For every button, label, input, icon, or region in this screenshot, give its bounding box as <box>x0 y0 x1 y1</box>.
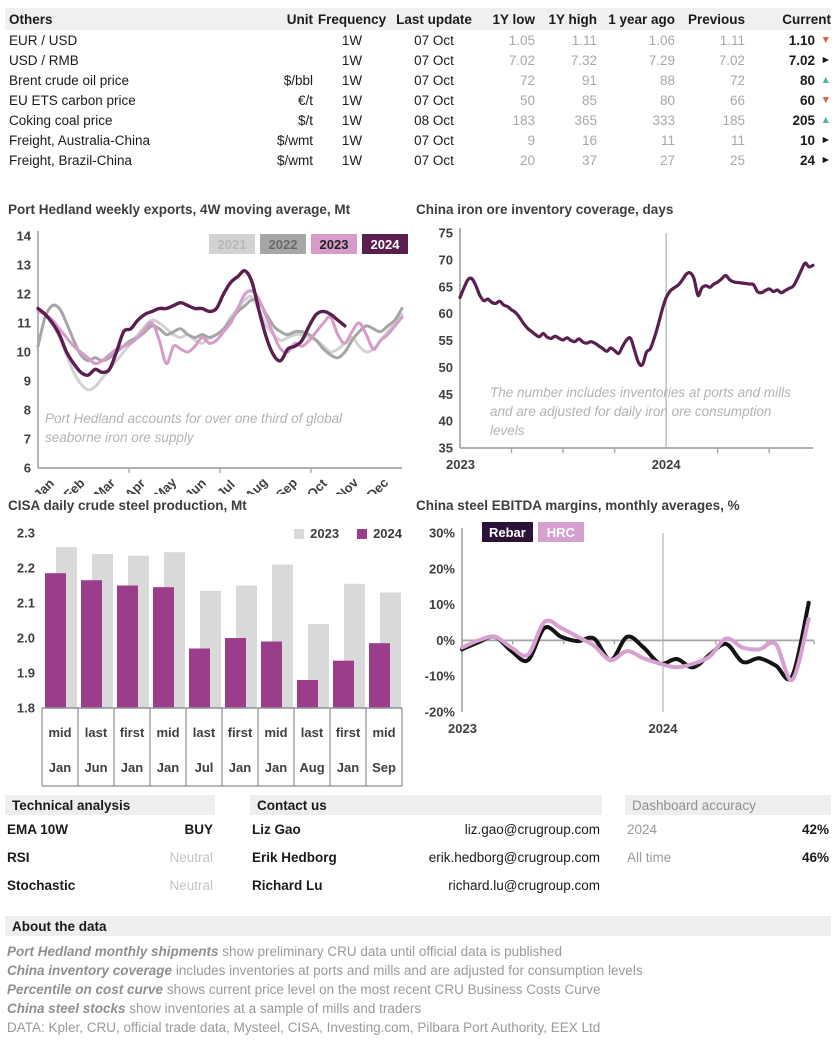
cisa-title: CISA daily crude steel production, Mt <box>8 498 247 513</box>
legend-Rebar: Rebar <box>482 522 533 542</box>
quote-cell: 91 <box>581 72 597 88</box>
port-hedland-line-2022 <box>38 300 402 361</box>
bar-2024 <box>117 586 138 709</box>
trend-up-icon: ▲ <box>820 73 831 86</box>
contact-name: Erik Hedborg <box>252 849 337 865</box>
technical-row: RSI Neutral <box>7 849 213 865</box>
about-item: China steel stocks show inventories at a sample of mills and traders <box>7 1001 422 1016</box>
svg-text:2023: 2023 <box>448 721 477 736</box>
technical-analysis-panel <box>5 795 215 899</box>
bar-2024 <box>45 573 66 708</box>
data-sources: DATA: Kpler, CRU, official trade data, Mysteel, CISA, Investing.com, Pilbara Port Authority, EEX Ltd <box>7 1020 601 1035</box>
svg-text:Jun: Jun <box>84 760 108 775</box>
quotes-table-body <box>5 30 831 170</box>
col-current: Current <box>782 11 831 27</box>
contact-email[interactable]: liz.gao@crugroup.com <box>464 821 600 837</box>
col-frequency: Frequency <box>317 11 387 27</box>
svg-text:20%: 20% <box>428 561 455 577</box>
svg-text:first: first <box>335 725 361 740</box>
quote-cell: 1W <box>341 92 363 108</box>
quote-cell: 365 <box>574 112 597 128</box>
svg-text:65: 65 <box>438 279 453 295</box>
quote-row <box>5 130 831 150</box>
svg-text:Jan: Jan <box>120 760 144 775</box>
bar-2024 <box>81 580 102 708</box>
svg-text:75: 75 <box>438 225 453 241</box>
quote-row <box>5 30 831 50</box>
col-others: Others <box>9 11 53 27</box>
quote-cell: 20 <box>519 152 535 168</box>
quote-row <box>5 90 831 110</box>
svg-text:-10%: -10% <box>424 668 455 684</box>
inventory-title: China iron ore inventory coverage, days <box>416 202 674 217</box>
svg-text:Dec: Dec <box>363 475 392 494</box>
quote-cell: Freight, Brazil-China <box>9 152 133 168</box>
quote-cell: $/t <box>297 112 313 128</box>
svg-text:last: last <box>192 725 216 740</box>
quote-cell: 185 <box>722 112 745 128</box>
quote-cell: 07 Oct <box>414 72 454 88</box>
quote-row <box>5 110 831 130</box>
svg-text:mid: mid <box>372 725 396 740</box>
quote-cell: Brent crude oil price <box>9 72 130 88</box>
quote-cell: $/wmt <box>276 132 313 148</box>
bar-2024 <box>189 649 210 709</box>
quotes-table-header <box>5 8 831 30</box>
svg-text:mid: mid <box>48 725 72 740</box>
svg-text:Jan: Jan <box>228 760 252 775</box>
quote-cell: EU ETS carbon price <box>9 92 136 108</box>
svg-text:2024: 2024 <box>648 721 678 736</box>
quote-current: 80 ▲ <box>799 72 831 88</box>
svg-text:Jan: Jan <box>30 475 58 494</box>
quote-cell: 1W <box>341 72 363 88</box>
contact-panel <box>250 795 602 899</box>
port-hedland-legend <box>209 234 408 254</box>
quote-cell: 07 Oct <box>414 52 454 68</box>
contact-name: Richard Lu <box>252 877 323 893</box>
col-previous: Previous <box>687 11 745 27</box>
svg-text:Nov: Nov <box>333 474 362 494</box>
quote-cell: 9 <box>527 132 535 148</box>
accuracy-rows <box>625 815 831 871</box>
svg-text:10%: 10% <box>428 597 455 613</box>
svg-text:last: last <box>300 725 324 740</box>
quote-cell: 80 <box>659 92 675 108</box>
quote-cell: 07 Oct <box>414 92 454 108</box>
quote-cell: 08 Oct <box>414 112 454 128</box>
svg-text:Aug: Aug <box>299 760 325 775</box>
svg-text:first: first <box>227 725 253 740</box>
contact-name: Liz Gao <box>252 821 301 837</box>
quote-cell: 16 <box>581 132 597 148</box>
svg-text:9: 9 <box>23 373 31 389</box>
trend-down-icon: ▼ <box>820 33 831 46</box>
quote-current: 205 ▲ <box>792 112 831 128</box>
quote-current: 10 ► <box>799 132 831 148</box>
inventory-line-Inventory coverage <box>460 263 813 365</box>
svg-text:1.9: 1.9 <box>16 665 35 681</box>
svg-text:mid: mid <box>156 725 180 740</box>
svg-text:May: May <box>150 474 180 494</box>
svg-text:13: 13 <box>16 257 31 273</box>
port-hedland-note: Port Hedland accounts for over one third of global seaborne iron ore supply <box>45 411 343 445</box>
accuracy-panel <box>625 795 831 871</box>
about-item: Percentile on cost curve shows current price level on the most recent CRU Business Costs Curve <box>7 982 601 997</box>
quote-cell: €/t <box>297 92 313 108</box>
svg-text:Sep: Sep <box>272 475 301 494</box>
quote-cell: 1W <box>341 52 363 68</box>
accuracy-header: Dashboard accuracy <box>625 795 831 815</box>
inventory-note: The number includes inventories at ports and mills and are adjusted for daily iron ore consumption levels <box>490 385 791 438</box>
technical-row: Stochastic Neutral <box>7 877 213 893</box>
quote-cell: 07 Oct <box>414 152 454 168</box>
bar-2024 <box>297 680 318 708</box>
svg-text:10: 10 <box>16 344 31 360</box>
legend-2023: 2023 <box>311 234 357 254</box>
svg-text:2024: 2024 <box>651 457 681 472</box>
svg-text:first: first <box>119 725 145 740</box>
contact-row <box>250 815 602 843</box>
quote-current: 60 ▼ <box>799 92 831 108</box>
quote-cell: 1W <box>341 152 363 168</box>
technical-analysis-header: Technical analysis <box>5 795 215 815</box>
cisa-plot <box>8 516 410 803</box>
quote-cell: 1W <box>341 112 363 128</box>
trend-flat-icon: ► <box>820 53 831 66</box>
svg-text:Oct: Oct <box>303 475 330 494</box>
svg-text:Jun: Jun <box>182 475 209 494</box>
bar-2024 <box>333 661 354 708</box>
quote-cell: 72 <box>519 72 535 88</box>
quotes-table <box>5 8 831 170</box>
legend-swatch-icon <box>357 529 367 539</box>
svg-text:2.1: 2.1 <box>16 595 35 611</box>
cisa-chart <box>8 498 410 798</box>
svg-text:Jan: Jan <box>156 760 180 775</box>
contact-row <box>250 843 602 871</box>
svg-text:45: 45 <box>438 386 453 402</box>
legend-2024: 2024 <box>362 234 408 254</box>
svg-text:70: 70 <box>438 252 453 268</box>
ebitda-chart <box>416 498 836 798</box>
quote-cell: Freight, Australia-China <box>9 132 151 148</box>
svg-text:Apr: Apr <box>121 475 149 494</box>
svg-text:55: 55 <box>438 333 453 348</box>
quote-current: 24 ► <box>799 152 831 168</box>
legend-swatch-icon <box>294 529 304 539</box>
quote-cell: $/wmt <box>276 152 313 168</box>
quote-current: 7.02 ► <box>788 52 831 68</box>
trend-flat-icon: ► <box>820 133 831 146</box>
col-1-year-ago: 1 year ago <box>608 11 675 27</box>
ebitda-legend <box>482 522 584 542</box>
quote-cell: 1.11 <box>719 32 745 48</box>
svg-text:last: last <box>84 725 108 740</box>
ebitda-line-HRC <box>462 619 809 680</box>
quote-cell: 72 <box>729 72 745 88</box>
ebitda-plot <box>416 516 836 803</box>
svg-text:1.8: 1.8 <box>16 700 35 716</box>
quote-cell: 1.11 <box>571 32 597 48</box>
svg-text:2.2: 2.2 <box>16 560 35 576</box>
contact-email[interactable]: erik.hedborg@crugroup.com <box>428 849 600 865</box>
svg-text:Feb: Feb <box>60 475 88 494</box>
svg-text:Sep: Sep <box>372 760 396 775</box>
quote-cell: 183 <box>512 112 535 128</box>
ebitda-title: China steel EBITDA margins, monthly averages, % <box>416 498 740 513</box>
quote-cell: 1W <box>341 32 363 48</box>
about-header: About the data <box>5 916 831 936</box>
svg-text:Jan: Jan <box>264 760 288 775</box>
quote-cell: 333 <box>652 112 675 128</box>
quote-cell: 88 <box>659 72 675 88</box>
svg-text:8: 8 <box>23 402 31 418</box>
svg-text:60: 60 <box>438 306 453 322</box>
svg-text:2.0: 2.0 <box>16 630 35 646</box>
trend-down-icon: ▼ <box>820 93 831 106</box>
accuracy-row: 2024 42% <box>627 821 829 837</box>
quote-cell: Coking coal price <box>9 112 113 128</box>
svg-text:14: 14 <box>16 228 31 244</box>
accuracy-row: All time 46% <box>627 849 829 865</box>
bar-2024 <box>369 643 390 708</box>
svg-text:mid: mid <box>264 725 288 740</box>
quote-cell: 50 <box>519 92 535 108</box>
port-hedland-plot <box>8 220 410 499</box>
trend-up-icon: ▲ <box>820 113 831 126</box>
legend-2021: 2021 <box>209 234 255 254</box>
svg-text:11: 11 <box>17 315 31 331</box>
quote-cell: USD / RMB <box>9 52 79 68</box>
quote-cell: 25 <box>729 152 745 168</box>
quote-cell: 66 <box>729 92 745 108</box>
bar-2024 <box>153 587 174 708</box>
svg-text:Jul: Jul <box>213 476 238 494</box>
technical-row: EMA 10W BUY <box>7 821 213 837</box>
quote-cell: $/bbl <box>283 72 313 88</box>
quote-row <box>5 50 831 70</box>
quote-row <box>5 70 831 90</box>
quote-cell: 1W <box>341 132 363 148</box>
legend-2023: 2023 <box>294 526 339 541</box>
svg-text:-20%: -20% <box>424 704 455 720</box>
svg-text:6: 6 <box>23 460 31 476</box>
technical-analysis-rows <box>5 815 215 899</box>
svg-text:12: 12 <box>16 286 31 302</box>
quote-cell: 1.06 <box>648 32 675 48</box>
col-unit: Unit <box>286 11 313 27</box>
quote-cell: 1.05 <box>508 32 535 48</box>
quote-cell: 11 <box>730 132 745 148</box>
col-last-update: Last update <box>396 11 472 27</box>
svg-text:40: 40 <box>438 413 453 429</box>
about-section <box>5 916 831 1037</box>
col-1y-low: 1Y low <box>492 11 535 27</box>
about-item: China inventory coverage includes inventories at ports and mills and are adjusted for consumption levels <box>7 963 643 978</box>
contact-email[interactable]: richard.lu@crugroup.com <box>448 877 600 893</box>
svg-text:50: 50 <box>438 359 453 375</box>
about-items <box>5 936 831 1037</box>
quote-cell: 37 <box>581 152 597 168</box>
svg-text:Jan: Jan <box>336 760 360 775</box>
inventory-plot <box>416 220 836 483</box>
quote-cell: 07 Oct <box>414 132 454 148</box>
quote-cell: 27 <box>659 152 675 168</box>
legend-HRC: HRC <box>538 522 584 542</box>
svg-text:Aug: Aug <box>241 474 271 494</box>
inventory-chart <box>416 202 836 498</box>
quote-cell: 07 Oct <box>414 32 454 48</box>
trend-flat-icon: ► <box>820 153 831 166</box>
quote-cell: 7.02 <box>508 52 535 68</box>
about-item: Port Hedland monthly shipments show preliminary CRU data until official data is published <box>7 944 562 959</box>
contact-row <box>250 871 602 899</box>
col-1y-high: 1Y high <box>548 11 597 27</box>
legend-2024: 2024 <box>357 526 402 541</box>
svg-text:35: 35 <box>438 440 453 456</box>
quote-cell: 7.29 <box>648 52 675 68</box>
quote-row <box>5 150 831 170</box>
svg-text:Mar: Mar <box>91 475 118 494</box>
quote-cell: 7.02 <box>718 52 745 68</box>
contact-rows <box>250 815 602 899</box>
quote-cell: 7.32 <box>570 52 597 68</box>
cisa-legend <box>294 526 402 541</box>
svg-text:30%: 30% <box>428 525 455 541</box>
svg-text:2.3: 2.3 <box>16 525 35 541</box>
quote-cell: EUR / USD <box>9 32 78 48</box>
port-hedland-chart <box>8 202 410 498</box>
bar-2024 <box>261 642 282 709</box>
quote-cell: 85 <box>581 92 597 108</box>
legend-2022: 2022 <box>260 234 306 254</box>
svg-text:0%: 0% <box>436 632 455 648</box>
svg-text:7: 7 <box>23 431 31 447</box>
svg-text:2023: 2023 <box>446 457 475 472</box>
svg-text:Jul: Jul <box>194 760 214 775</box>
bar-2024 <box>225 638 246 708</box>
contact-header: Contact us <box>250 795 602 815</box>
port-hedland-title: Port Hedland weekly exports, 4W moving average, Mt <box>8 202 351 217</box>
quote-current: 1.10 ▼ <box>788 32 831 48</box>
quote-cell: 11 <box>660 132 675 148</box>
svg-text:Jan: Jan <box>48 760 72 775</box>
